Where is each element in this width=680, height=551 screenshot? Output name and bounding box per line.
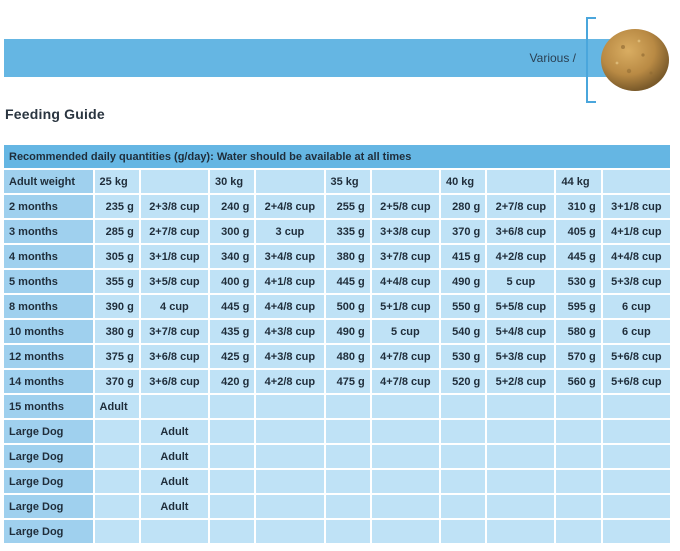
- table-cell: 4+4/8 cup: [603, 245, 670, 268]
- table-cell: 4+2/8 cup: [256, 370, 323, 393]
- table-cell: [487, 470, 554, 493]
- table-cell: [95, 520, 139, 543]
- table-cell: [326, 495, 370, 518]
- table-cell: [256, 445, 323, 468]
- table-cell: 5 cup: [372, 320, 439, 343]
- table-cell: [372, 445, 439, 468]
- table-cell: 550 g: [441, 295, 485, 318]
- table-row: [4, 420, 670, 443]
- table-cell: 340 g: [210, 245, 254, 268]
- table-cell: 4+1/8 cup: [603, 220, 670, 243]
- table-cell: 3 cup: [256, 220, 323, 243]
- table-cell: [556, 495, 600, 518]
- table-cell: [210, 520, 254, 543]
- table-cell: 5+3/8 cup: [603, 270, 670, 293]
- table-cell: 445 g: [210, 295, 254, 318]
- table-cell: [603, 470, 670, 493]
- table-cell: [603, 395, 670, 418]
- table-cell: 3+7/8 cup: [141, 320, 208, 343]
- table-cell: 4+7/8 cup: [372, 370, 439, 393]
- table-cell: [487, 445, 554, 468]
- table-cell: 540 g: [441, 320, 485, 343]
- table-row: [4, 520, 670, 543]
- table-cell: 255 g: [326, 195, 370, 218]
- table-cell: [256, 420, 323, 443]
- table-cell: 335 g: [326, 220, 370, 243]
- table-cell: 5+1/8 cup: [372, 295, 439, 318]
- row-label: Adult weight: [4, 170, 93, 193]
- table-caption: Recommended daily quantities (g/day): Water should be available at all times: [4, 145, 670, 168]
- table-cell: 3+4/8 cup: [256, 245, 323, 268]
- table-cell: 475 g: [326, 370, 370, 393]
- row-label: 3 months: [4, 220, 93, 243]
- table-cell: Adult: [141, 445, 208, 468]
- table-cell: 415 g: [441, 245, 485, 268]
- table-cell: 2+7/8 cup: [487, 195, 554, 218]
- table-cell: 3+5/8 cup: [141, 270, 208, 293]
- table-cell: 44 kg: [556, 170, 600, 193]
- table-cell: Adult: [141, 420, 208, 443]
- table-cell: 400 g: [210, 270, 254, 293]
- table-cell: 35 kg: [326, 170, 370, 193]
- table-cell: [326, 445, 370, 468]
- table-cell: 3+3/8 cup: [372, 220, 439, 243]
- row-label: Large Dog: [4, 445, 93, 468]
- table-cell: 380 g: [95, 320, 139, 343]
- table-cell: 4+7/8 cup: [372, 345, 439, 368]
- table-cell: [372, 495, 439, 518]
- table-row: [4, 295, 670, 318]
- table-cell: 530 g: [441, 345, 485, 368]
- table-cell: [256, 395, 323, 418]
- table-cell: 310 g: [556, 195, 600, 218]
- table-cell: Adult: [141, 495, 208, 518]
- table-cell: 560 g: [556, 370, 600, 393]
- table-cell: 285 g: [95, 220, 139, 243]
- table-cell: 30 kg: [210, 170, 254, 193]
- table-cell: [556, 420, 600, 443]
- table-cell: 520 g: [441, 370, 485, 393]
- table-cell: [487, 520, 554, 543]
- table-cell: 4+4/8 cup: [256, 295, 323, 318]
- row-label: Large Dog: [4, 520, 93, 543]
- table-row: [4, 270, 670, 293]
- table-cell: [441, 470, 485, 493]
- kibble-icon: [599, 27, 671, 93]
- table-cell: 2+3/8 cup: [141, 195, 208, 218]
- table-cell: [372, 170, 439, 193]
- table-cell: [487, 395, 554, 418]
- table-cell: 480 g: [326, 345, 370, 368]
- table-cell: [441, 495, 485, 518]
- table-cell: 4+1/8 cup: [256, 270, 323, 293]
- table-cell: [210, 395, 254, 418]
- table-cell: [95, 420, 139, 443]
- table-cell: [256, 520, 323, 543]
- table-row: [4, 495, 670, 518]
- row-label: 5 months: [4, 270, 93, 293]
- table-header-row: [4, 170, 670, 193]
- row-label: 4 months: [4, 245, 93, 268]
- table-cell: 355 g: [95, 270, 139, 293]
- table-cell: 445 g: [556, 245, 600, 268]
- table-caption-row: [4, 145, 670, 168]
- table-cell: 280 g: [441, 195, 485, 218]
- table-cell: 5+2/8 cup: [487, 370, 554, 393]
- table-cell: 490 g: [326, 320, 370, 343]
- table-cell: 3+1/8 cup: [141, 245, 208, 268]
- table-cell: [603, 420, 670, 443]
- table-cell: 300 g: [210, 220, 254, 243]
- table-row: [4, 220, 670, 243]
- row-label: 2 months: [4, 195, 93, 218]
- table-cell: 25 kg: [95, 170, 139, 193]
- table-cell: [372, 470, 439, 493]
- table-cell: [603, 495, 670, 518]
- table-cell: 3+1/8 cup: [603, 195, 670, 218]
- table-cell: 530 g: [556, 270, 600, 293]
- row-label: Large Dog: [4, 420, 93, 443]
- row-label: Large Dog: [4, 470, 93, 493]
- table-cell: 5+6/8 cup: [603, 345, 670, 368]
- table-row: [4, 195, 670, 218]
- table-cell: 435 g: [210, 320, 254, 343]
- table-cell: 5 cup: [487, 270, 554, 293]
- row-label: 12 months: [4, 345, 93, 368]
- table-cell: 445 g: [326, 270, 370, 293]
- table-cell: 4 cup: [141, 295, 208, 318]
- table-cell: 40 kg: [441, 170, 485, 193]
- table-cell: [372, 395, 439, 418]
- table-cell: 595 g: [556, 295, 600, 318]
- table-cell: 5+4/8 cup: [487, 320, 554, 343]
- table-cell: 2+5/8 cup: [372, 195, 439, 218]
- table-cell: [441, 520, 485, 543]
- table-cell: 4+3/8 cup: [256, 345, 323, 368]
- table-cell: 305 g: [95, 245, 139, 268]
- table-cell: 4+2/8 cup: [487, 245, 554, 268]
- table-cell: 380 g: [326, 245, 370, 268]
- table-cell: 2+4/8 cup: [256, 195, 323, 218]
- table-cell: [326, 520, 370, 543]
- feeding-table: [2, 143, 672, 545]
- table-cell: [95, 495, 139, 518]
- table-cell: [256, 470, 323, 493]
- table-cell: 4+4/8 cup: [372, 270, 439, 293]
- table-cell: 375 g: [95, 345, 139, 368]
- table-cell: 3+7/8 cup: [372, 245, 439, 268]
- table-cell: [556, 445, 600, 468]
- header-banner: [4, 39, 620, 77]
- row-label: 8 months: [4, 295, 93, 318]
- table-cell: [441, 420, 485, 443]
- table-cell: Adult: [95, 395, 139, 418]
- table-cell: [487, 495, 554, 518]
- table-cell: [326, 420, 370, 443]
- page-title: Feeding Guide: [5, 106, 105, 122]
- table-cell: [603, 520, 670, 543]
- table-cell: 5+3/8 cup: [487, 345, 554, 368]
- table-cell: 5+5/8 cup: [487, 295, 554, 318]
- table-row: [4, 370, 670, 393]
- table-cell: 425 g: [210, 345, 254, 368]
- table-cell: 6 cup: [603, 295, 670, 318]
- table-cell: [556, 470, 600, 493]
- table-cell: [256, 495, 323, 518]
- table-cell: 3+6/8 cup: [487, 220, 554, 243]
- table-cell: 490 g: [441, 270, 485, 293]
- table-cell: 240 g: [210, 195, 254, 218]
- table-cell: [372, 420, 439, 443]
- table-cell: [556, 395, 600, 418]
- table-cell: 390 g: [95, 295, 139, 318]
- table-cell: [210, 495, 254, 518]
- table-cell: [141, 395, 208, 418]
- table-cell: [603, 170, 670, 193]
- table-cell: [556, 520, 600, 543]
- table-cell: 5+6/8 cup: [603, 370, 670, 393]
- table-cell: [326, 470, 370, 493]
- table-cell: 235 g: [95, 195, 139, 218]
- breadcrumb[interactable]: Various /: [529, 51, 576, 65]
- table-row: [4, 320, 670, 343]
- table-cell: [141, 170, 208, 193]
- table-cell: [603, 445, 670, 468]
- table-cell: [95, 445, 139, 468]
- table-cell: [141, 520, 208, 543]
- table-cell: 2+7/8 cup: [141, 220, 208, 243]
- table-cell: [326, 395, 370, 418]
- table-cell: [95, 470, 139, 493]
- row-label: 10 months: [4, 320, 93, 343]
- image-bracket: [586, 17, 596, 103]
- table-cell: Adult: [141, 470, 208, 493]
- table-row: [4, 395, 670, 418]
- table-cell: 405 g: [556, 220, 600, 243]
- table-cell: [441, 445, 485, 468]
- table-cell: 3+6/8 cup: [141, 345, 208, 368]
- row-label: Large Dog: [4, 495, 93, 518]
- table-cell: 420 g: [210, 370, 254, 393]
- table-cell: 580 g: [556, 320, 600, 343]
- table-cell: 6 cup: [603, 320, 670, 343]
- table-cell: 570 g: [556, 345, 600, 368]
- table-cell: [372, 520, 439, 543]
- table-cell: 500 g: [326, 295, 370, 318]
- table-cell: 370 g: [441, 220, 485, 243]
- table-cell: [210, 420, 254, 443]
- table-cell: 3+6/8 cup: [141, 370, 208, 393]
- table-cell: [441, 395, 485, 418]
- table-cell: 4+3/8 cup: [256, 320, 323, 343]
- table-row: [4, 245, 670, 268]
- row-label: 14 months: [4, 370, 93, 393]
- table-cell: [487, 420, 554, 443]
- row-label: 15 months: [4, 395, 93, 418]
- table-row: [4, 345, 670, 368]
- table-cell: [487, 170, 554, 193]
- table-cell: [256, 170, 323, 193]
- table-cell: [210, 445, 254, 468]
- table-cell: [210, 470, 254, 493]
- table-row: [4, 470, 670, 493]
- table-cell: 370 g: [95, 370, 139, 393]
- table-row: [4, 445, 670, 468]
